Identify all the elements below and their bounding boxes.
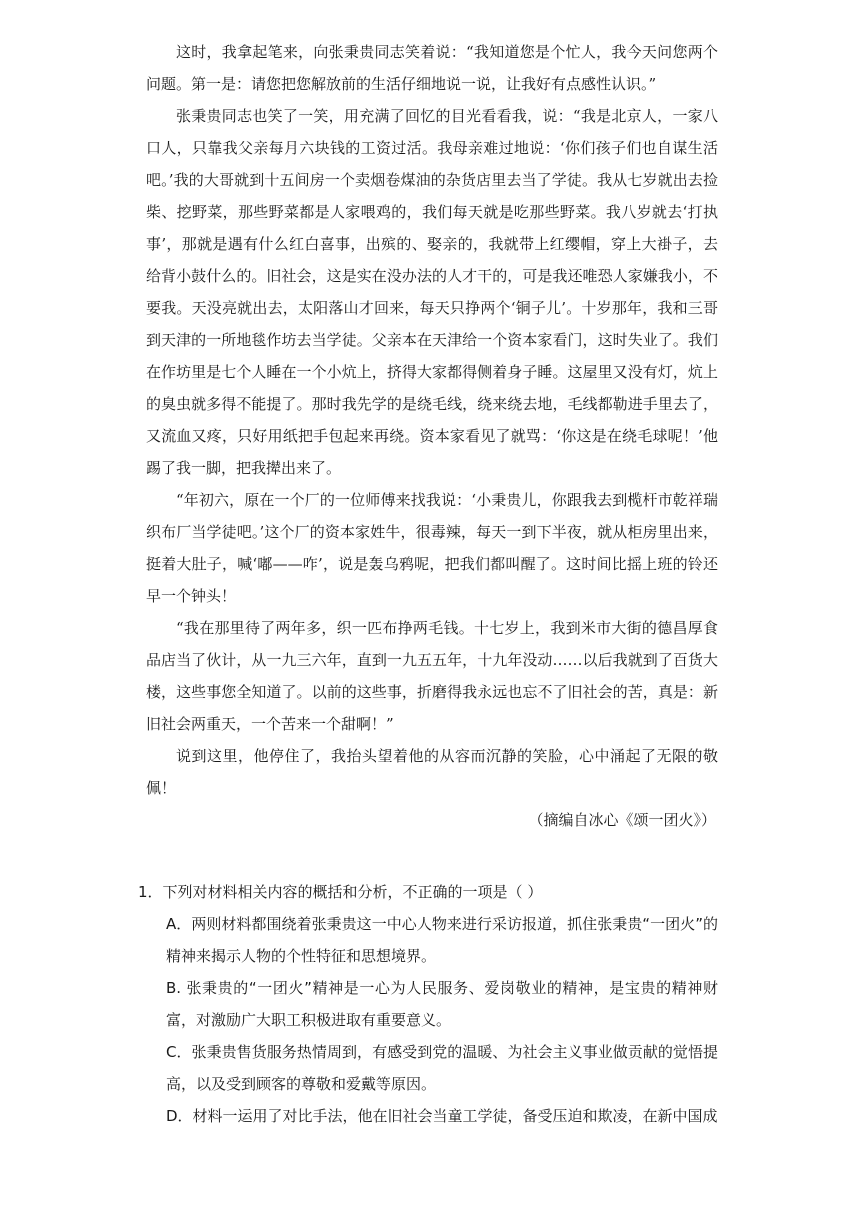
paragraph: 这时，我拿起笔来，向张秉贵同志笑着说：“我知道您是个忙人，我今天问您两个问题。第一是：请您把您解放前的生活仔细地说一说，让我好有点感性认识。” bbox=[146, 43, 718, 93]
paragraph: “我在那里待了两年多，织一匹布挣两毛钱。十七岁上，我到米市大街的德昌厚食品店当了伙计，从一九三六年，直到一九五五年，十九年没动……以后我就到了百货大楼，这些事您全知道了。以前的这些事，折磨得我永远也忘不了旧社会的苦，真是：新旧社会两重天，一个苦来一个甜啊！” bbox=[146, 619, 718, 733]
passage bbox=[146, 36, 718, 836]
option-b: B. 张秉贵的“一团火”精神是一心为人民服务、爱岗敬业的精神，是宝贵的精神财富，对激励广大职工积极进取有重要意义。 bbox=[166, 979, 718, 1029]
question-block bbox=[138, 876, 718, 1132]
option-a: A．两则材料都围绕着张秉贵这一中心人物来进行采访报道，抓住张秉贵“一团火”的精神来揭示人物的个性特征和思想境界。 bbox=[166, 915, 718, 965]
option-d: D．材料一运用了对比手法，他在旧社会当童工学徒，备受压迫和欺凌，在新中国成 bbox=[166, 1107, 718, 1125]
paragraph: “年初六，原在一个厂的一位师傅来找我说：‘小秉贵儿，你跟我去到榄杆市乾祥瑞织布厂当学徒吧。’这个厂的资本家姓牛，很毒辣，每天一到下半夜，就从柜房里出来，挺着大肚子，喊‘嘟——咋’，说是轰乌鸦呢，把我们都叫醒了。这时间比摇上班的铃还早一个钟头！ bbox=[146, 491, 718, 605]
question-stem: 1．下列对材料相关内容的概括和分析，不正确的一项是（ ） bbox=[138, 883, 543, 901]
paragraph: 说到这里，他停住了，我抬头望着他的从容而沉静的笑脸，心中涌起了无限的敬佩！ bbox=[146, 747, 718, 797]
source-citation: （摘编自冰心《颂一团火》） bbox=[528, 811, 716, 829]
paragraph: 张秉贵同志也笑了一笑，用充满了回忆的目光看看我，说：“我是北京人，一家八口人，只靠我父亲每月六块钱的工资过活。我母亲难过地说：‘你们孩子们也自谋生活吧。’我的大哥就到十五间房一个卖烟卷煤油的杂货店里去当了学徒。我从七岁就出去捡柴、挖野菜，那些野菜都是人家喂鸡的，我们每天就是吃那些野菜。我八岁就去‘打执事’，那就是遇有什么红白喜事，出殡的、娶亲的，我就带上红缨帽，穿上大褂子，去给背小鼓什么的。旧社会，这是实在没办法的人才干的，可是我还唯恐人家嫌我小，不要我。天没亮就出去，太阳落山才回来，每天只挣两个‘铜子儿’。十岁那年，我和三哥到天津的一所地毯作坊去当学徒。父亲本在天津给一个资本家看门，这时失业了。我们在作坊里是七个人睡在一个小炕上，挤得大家都得侧着身子睡。这屋里又没有灯，炕上的臭虫就多得不能提了。那时我先学的是绕毛线，绕来绕去地，毛线都勒进手里去了，又流血又疼，只好用纸把手包起来再绕。资本家看见了就骂：‘你这是在绕毛球呢！’他踢了我一脚，把我撵出来了。 bbox=[146, 107, 718, 477]
option-c: C．张秉贵售货服务热情周到，有感受到党的温暖、为社会主义事业做贡献的觉悟提高，以及受到顾客的尊敬和爱戴等原因。 bbox=[166, 1043, 718, 1093]
